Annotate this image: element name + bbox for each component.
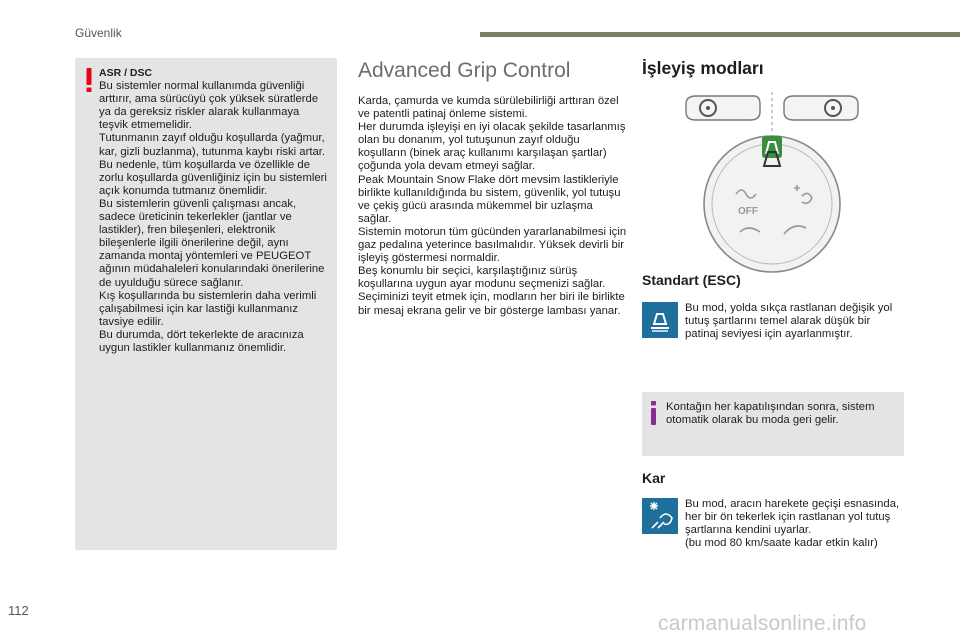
warning-paragraph: Kış koşullarında bu sistemlerin daha verimli çalışabilmesi için kar lastiği kullanmanız tavsiye edilir. (99, 289, 317, 328)
header-rule (480, 32, 960, 37)
standard-mode-text: Bu mod, yolda sıkça rastlanan değişik yol tutuş şartlarını temel alarak düşük bir patinaj seviyesi için ayarlanmıştır. (685, 302, 893, 341)
agc-selector-panel-illustration (678, 92, 866, 274)
warning-paragraph: Bu sistemlerin güvenli çalışması ancak, sadece üreticinin tekerlekler (jantlar ve lastikler), fren bileşenleri, elektronik bileşenlerle ilgili önerilerine değil, aynı zamanda montaj yöntemleri ve PEUGEOT ağının müdahaleleri konularındaki önerilerine de uyulduğu sürece sağlanır. (99, 197, 325, 289)
info-icon (651, 401, 656, 425)
modes-title: İşleyiş modları (642, 58, 764, 78)
warning-paragraph: Tutunmanın zayıf olduğu koşullarda (yağmur, kar, gizli buzlanma), tutunma kaybı riski artar. Bu nedenle, tüm koşullarda ve özellikle de zorlu koşullarda güvenliğiniz için bu sistemleri açık konumda tutmanız önemlidir. (99, 132, 327, 197)
agc-body: Karda, çamurda ve kumda sürülebilirliği arttıran özel ve patentli patinaj önleme sistemi. Her durumda işleyişi en iyi olacak şekilde tasarlanmış olan bu donanım, yol tutuşunun zayıf olduğu koşulların (binek araç kullanımı karşılaşan şartlar) çoğunda yola devam etmeyi sağlar. Peak Mountain Snow Flake dört mevsim lastikleriyle birlikte kullanıldığında bu sistem, güvenlik, yol tutuşu ve çekiş gücü arasında mükemmel bir uzlaşma sağlar. Sistemin motorun tüm gücünden yararlanabilmesi için gaz pedalına yeterince basılmalıdır. Yüksek devirli bir işleyiş göstermesi normaldir. Beş konumlu bir seçici, karşılaştığınız sürüş koşullarına uygun ayar modunu seçmenizi sağlar. Seçiminizi teyit etmek için, modların her biri ile birlikte bir mesaj ekrana gelir ve bir gösterge lambası yanar. (358, 95, 627, 317)
snow-mode-icon (642, 498, 678, 534)
warning-exclamation-icon (86, 68, 92, 92)
warning-paragraph: Bu durumda, dört tekerlekte de aracınıza uygun lastikler kullanmanız önemlidir. (99, 328, 304, 354)
section-label: Güvenlik (75, 26, 122, 40)
mode-selector-knob (704, 136, 840, 272)
start-stop-button (784, 96, 858, 120)
warning-text (99, 67, 331, 355)
off-label: OFF (738, 206, 758, 217)
warning-box (75, 58, 337, 550)
agc-section (358, 58, 628, 318)
standard-mode-title: Standart (ESC) (642, 272, 741, 288)
info-box (642, 392, 904, 456)
snow-mode-text: Bu mod, aracın harekete geçişi esnasında, her bir ön tekerlek için rastlanan yol tutuş şartlarına kendini uyarlar. (bu mod 80 km/saate kadar etkin kalır) (685, 498, 900, 550)
warning-title: ASR / DSC (99, 67, 153, 79)
snow-mode-title: Kar (642, 470, 666, 486)
hill-descent-button (686, 96, 760, 120)
page-number: 112 (8, 603, 29, 618)
watermark: carmanualsonline.info (658, 612, 867, 635)
agc-title: Advanced Grip Control (358, 59, 571, 82)
info-text: Kontağın her kapatılışından sonra, sistem otomatik olarak bu moda geri gelir. (666, 401, 875, 427)
standard-mode-icon (642, 302, 678, 338)
warning-paragraph: Bu sistemler normal kullanımda güvenliği arttırır, ama sürücüyü çok yüksek süratlerde ya da gereksiz riskler alarak kullanmaya teşvik etmemelidir. (99, 80, 319, 132)
